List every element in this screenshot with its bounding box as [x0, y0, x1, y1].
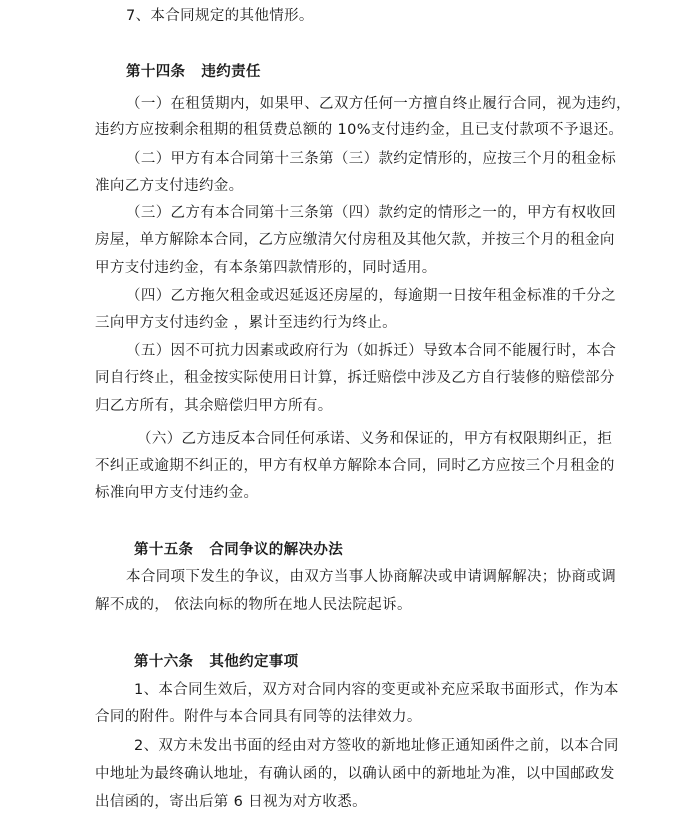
- article-15-line-1: 本合同项下发生的争议，由双方当事人协商解决或申请调解解决；协商或调: [126, 569, 617, 585]
- article-14-line-6: 房屋，单方解除本合同，乙方应缴清欠付房租及其他欠款，并按三个月的租金向: [95, 232, 615, 248]
- article-16-line-3: 2、双方未发出书面的经由对方签收的新地址修正通知函件之前，以本合同: [134, 738, 619, 754]
- item-7-text: 7、本合同规定的其他情形。: [126, 8, 314, 24]
- article-15-line-2: 解不成的， 依法向标的物所在地人民法院起诉。: [95, 597, 412, 613]
- article-14-line-1: （一）在租赁期内，如果甲、乙双方任何一方擅自终止履行合同，视为违约，: [126, 96, 631, 112]
- article-16-heading: [134, 652, 299, 672]
- article-14-line-12: 归乙方所有，其余赔偿归甲方所有。: [95, 398, 333, 414]
- article-14-line-2: 违约方应按剩余租期的租赁费总额的 10%支付违约金，且已支付款项不予退还。: [95, 122, 624, 138]
- article-14-line-13: （六）乙方违反本合同任何承诺、义务和保证的，甲方有权限期纠正，拒: [137, 431, 613, 447]
- article-14-line-14: 不纠正或逾期不纠正的，甲方有权单方解除本合同，同时乙方应按三个月租金的: [95, 458, 615, 474]
- article-14-line-7: 甲方支付违约金，有本条第四款情形的，同时适用。: [95, 260, 437, 276]
- article-14-line-4: 准向乙方支付违约金。: [95, 178, 244, 194]
- article-14-title: 违约责任: [201, 64, 261, 80]
- article-14-line-9: 三向甲方支付违约金 ，累计至违约行为终止。: [95, 315, 397, 331]
- article-16-line-4: 中地址为最终确认地址，有确认函的，以确认函中的新地址为准，以中国邮政发: [95, 766, 615, 782]
- article-16-line-5: 出信函的，寄出后第 6 日视为对方收悉。: [95, 794, 367, 810]
- article-14-line-15: 标准向甲方支付违约金。: [95, 485, 259, 501]
- article-14-line-11: 同自行终止，租金按实际使用日计算，拆迁赔偿中涉及乙方自行装修的赔偿部分: [95, 370, 615, 386]
- article-15-number: 第十五条: [134, 542, 194, 558]
- article-14-line-3: （二）甲方有本合同第十三条第（三）款约定情形的，应按三个月的租金标: [126, 151, 617, 167]
- article-16-title: 其他约定事项: [209, 654, 299, 670]
- article-14-number: 第十四条: [126, 64, 186, 80]
- article-14-line-10: （五）因不可抗力因素或政府行为（如拆迁）导致本合同不能履行时，本合: [126, 343, 617, 359]
- article-16-line-1: 1、本合同生效后，双方对合同内容的变更或补充应采取书面形式，作为本: [134, 682, 619, 698]
- article-16-number: 第十六条: [134, 654, 194, 670]
- article-15-heading: [134, 540, 343, 560]
- article-14-heading: [126, 62, 261, 82]
- article-15-title: 合同争议的解决办法: [209, 542, 344, 558]
- article-14-line-5: （三）乙方有本合同第十三条第（四）款约定的情形之一的，甲方有权收回: [126, 205, 617, 221]
- article-16-line-2: 合同的附件。附件与本合同具有同等的法律效力。: [95, 709, 422, 725]
- article-14-line-8: （四）乙方拖欠租金或迟延返还房屋的，每逾期一日按年租金标准的千分之: [126, 288, 617, 304]
